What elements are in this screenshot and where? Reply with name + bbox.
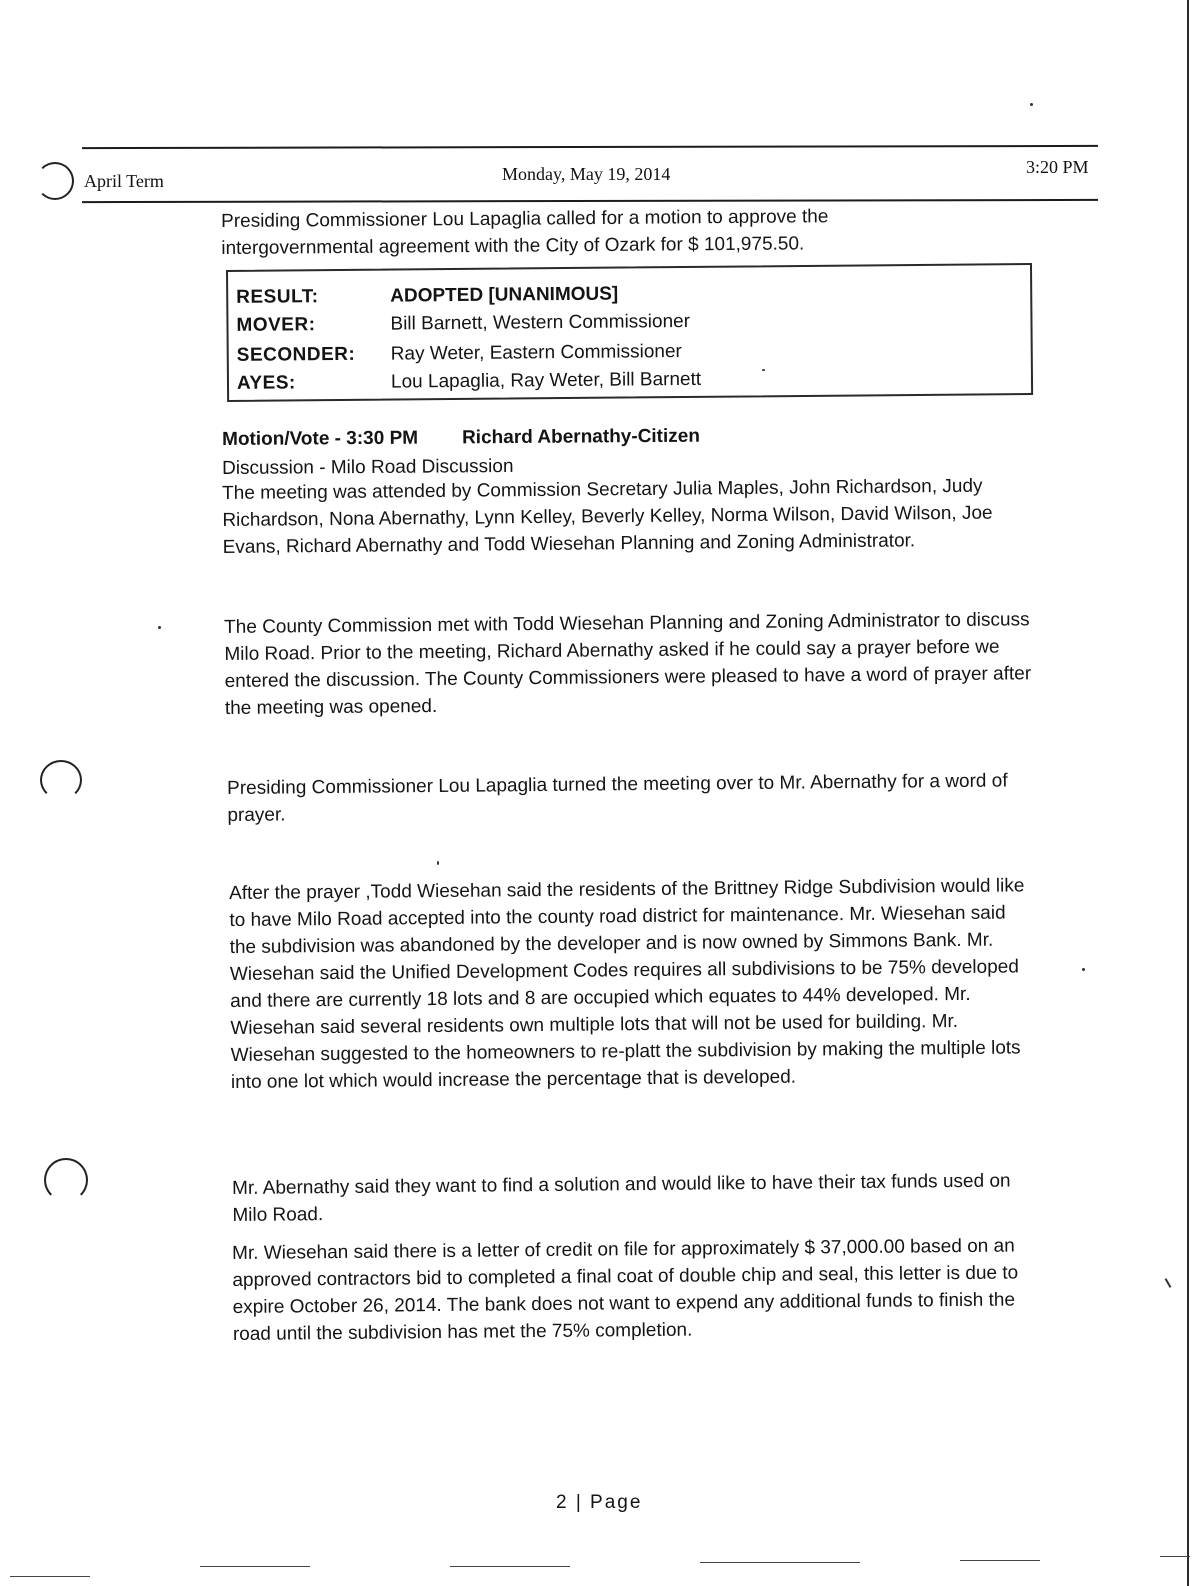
- mover-label: MOVER:: [236, 314, 316, 336]
- vote-row-result: [236, 281, 618, 312]
- solution-paragraph: Mr. Abernathy said they want to find a solution and would like to have their tax funds used on Milo Road.: [232, 1170, 1011, 1226]
- result-label: RESULT:: [236, 286, 319, 308]
- motion-heading: [222, 426, 700, 451]
- ayes-label: AYES:: [236, 372, 296, 394]
- scan-edge: [1187, 0, 1189, 1586]
- discussion-heading: Discussion - Milo Road Discussion: [222, 455, 514, 479]
- punch-hole: [40, 760, 82, 800]
- scan-speck: [437, 861, 439, 865]
- scan-dash: [200, 1566, 310, 1567]
- scan-dash: [960, 1560, 1040, 1561]
- scan-speck: [762, 369, 765, 371]
- scan-dash: [700, 1562, 860, 1563]
- vote-row-ayes: [237, 366, 701, 398]
- attendees-paragraph: The meeting was attended by Commission Secretary Julia Maples, John Richardson, Judy Richardson, Nona Abernathy, Lynn Kelley, Beverly Kelley, Norma Wilson, David Wilson, Joe Evans, Richard Abernathy and Todd Wiesehan Planning and Zoning Administrator.: [222, 475, 993, 558]
- vote-row-mover: [236, 308, 690, 340]
- letter-paragraph: Mr. Wiesehan said there is a letter of credit on file for approximately $ 37,000.00 based on an approved contractors bid to completed a final coat of double chip and seal, this letter is due to expire October 26, 2014. The bank does not want to expend any additional funds to finish the road until the subdivision has met the 75% completion.: [232, 1235, 1019, 1345]
- vote-table: [226, 263, 1033, 402]
- seconder-label: SECONDER:: [236, 343, 356, 366]
- scan-dash: [450, 1566, 570, 1567]
- motion-who: Richard Abernathy-Citizen: [461, 425, 701, 449]
- header-term: April Term: [84, 171, 164, 191]
- vote-row-seconder: [237, 338, 682, 370]
- subdivision-paragraph: After the prayer ,Todd Wiesehan said the residents of the Brittney Ridge Subdivision would like to have Milo Road accepted into the county road district for maintenance. Mr. Wiesehan said the subdivision was abandoned by the developer and is now owned by Simmons Bank. Mr. Wiesehan said the Unified Development Codes requires all subdivisions to be 75% developed and there are currently 18 lots and 8 are occupied which equates to 44% developed. Mr. Wiesehan said several residents own multiple lots that will not be used for building. Mr. Wiesehan suggested to the homeowners to re-platt the subdivision by making the multiple lots into one lot which would increase the percentage that is developed.: [229, 875, 1025, 1093]
- header-time: 3:20 PM: [1026, 157, 1089, 177]
- meeting-paragraph: The County Commission met with Todd Wiesehan Planning and Zoning Administrator to discuss Milo Road. Prior to the meeting, Richard Abernathy asked if he could say a prayer before we entered the discussion. The County Commissioners were pleased to have a word of prayer after the meeting was opened.: [224, 609, 1032, 719]
- scan-dash: [1160, 1556, 1190, 1557]
- ayes-value: Lou Lapaglia, Ray Weter, Bill Barnett: [390, 368, 702, 393]
- seconder-value: Ray Weter, Eastern Commissioner: [390, 341, 682, 365]
- header-date: Monday, May 19, 2014: [502, 164, 671, 184]
- punch-hole: [44, 1158, 88, 1202]
- motion-label: Motion/Vote - 3:30 PM: [222, 427, 419, 450]
- scan-speck: [1165, 1278, 1172, 1288]
- result-value: ADOPTED [UNANIMOUS]: [390, 283, 619, 307]
- scan-speck: [1082, 968, 1085, 971]
- prayer-paragraph: Presiding Commissioner Lou Lapaglia turned the meeting over to Mr. Abernathy for a word of prayer.: [227, 770, 1008, 826]
- scan-dash: [10, 1576, 90, 1577]
- header-rule-top: [82, 145, 1098, 149]
- page-number: 2 | Page: [556, 1492, 643, 1513]
- punch-hole: [36, 162, 74, 200]
- mover-value: Bill Barnett, Western Commissioner: [390, 310, 691, 335]
- intro-paragraph: Presiding Commissioner Lou Lapaglia called for a motion to approve the intergovernmental agreement with the City of Ozark for $ 101,975.50.: [221, 206, 829, 259]
- header-rule-bottom: [82, 199, 1098, 203]
- scan-speck: [1030, 103, 1033, 106]
- scan-speck: [158, 626, 161, 629]
